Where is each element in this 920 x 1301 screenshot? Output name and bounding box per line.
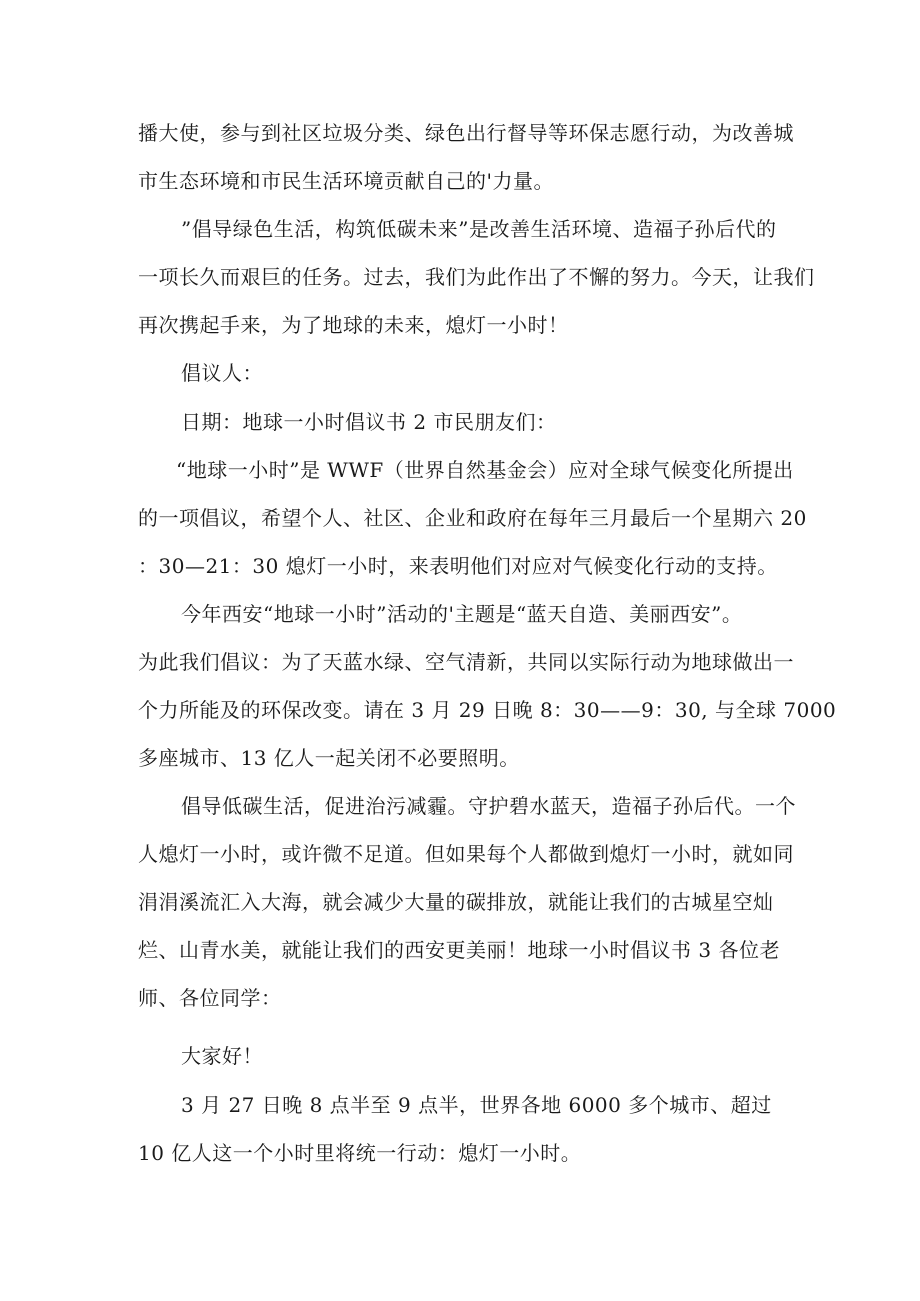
text-line: 再次携起手来，为了地球的未来，熄灯一小时！	[138, 313, 569, 337]
text-line: 播大使，参与到社区垃圾分类、绿色出行督导等环保志愿行动，为改善城	[138, 121, 794, 145]
text-line: 今年西安“地球一小时”活动的'主题是“蓝天自造、美丽西安”。	[181, 602, 743, 626]
text-line: 10 亿人这一个小时里将统一行动：熄灯一小时。	[138, 1141, 582, 1165]
text-line: 倡导低碳生活，促进治污减霾。守护碧水蓝天，造福子孙后代。一个	[181, 794, 796, 818]
text-line: ”倡导绿色生活，构筑低碳未来”是改善生活环境、造福子孙后代的	[181, 217, 777, 241]
text-line: 人熄灯一小时，或许微不足道。但如果每个人都做到熄灯一小时，就如同	[138, 842, 794, 866]
text-line: 涓涓溪流汇入大海，就会减少大量的碳排放，就能让我们的古城星空灿	[138, 890, 774, 914]
text-line: 3 月 27 日晚 8 点半至 9 点半，世界各地 6000 多个城市、超过	[181, 1093, 772, 1117]
text-line: 师、各位同学：	[138, 986, 282, 1010]
text-line: 大家好！	[181, 1044, 263, 1068]
text-line: 日期：地球一小时倡议书 2 市民朋友们：	[181, 410, 557, 434]
text-line: 个力所能及的环保改变。请在 3 月 29 日晚 8：30——9：30, 与全球 7000	[138, 698, 837, 722]
text-line: 一项长久而艰巨的任务。过去，我们为此作出了不懈的努力。今天，让我们	[138, 265, 815, 289]
text-line: 为此我们倡议：为了天蓝水绿、空气清新，共同以实际行动为地球做出一	[138, 650, 794, 674]
text-line: “地球一小时”是 WWF（世界自然基金会）应对全球气候变化所提出	[176, 458, 794, 482]
text-line: 多座城市、13 亿人一起关闭不必要照明。	[138, 746, 520, 770]
text-line: 倡议人：	[181, 361, 263, 385]
text-line: 市生态环境和市民生活环境贡献自己的'力量。	[138, 169, 554, 193]
text-line: 烂、山青水美，就能让我们的西安更美丽！地球一小时倡议书 3 各位老	[138, 938, 780, 962]
text-line: ：30—21：30 熄灯一小时，来表明他们对应对气候变化行动的支持。	[138, 554, 778, 578]
text-line: 的一项倡议，希望个人、社区、企业和政府在每年三月最后一个星期六 20	[138, 506, 807, 530]
